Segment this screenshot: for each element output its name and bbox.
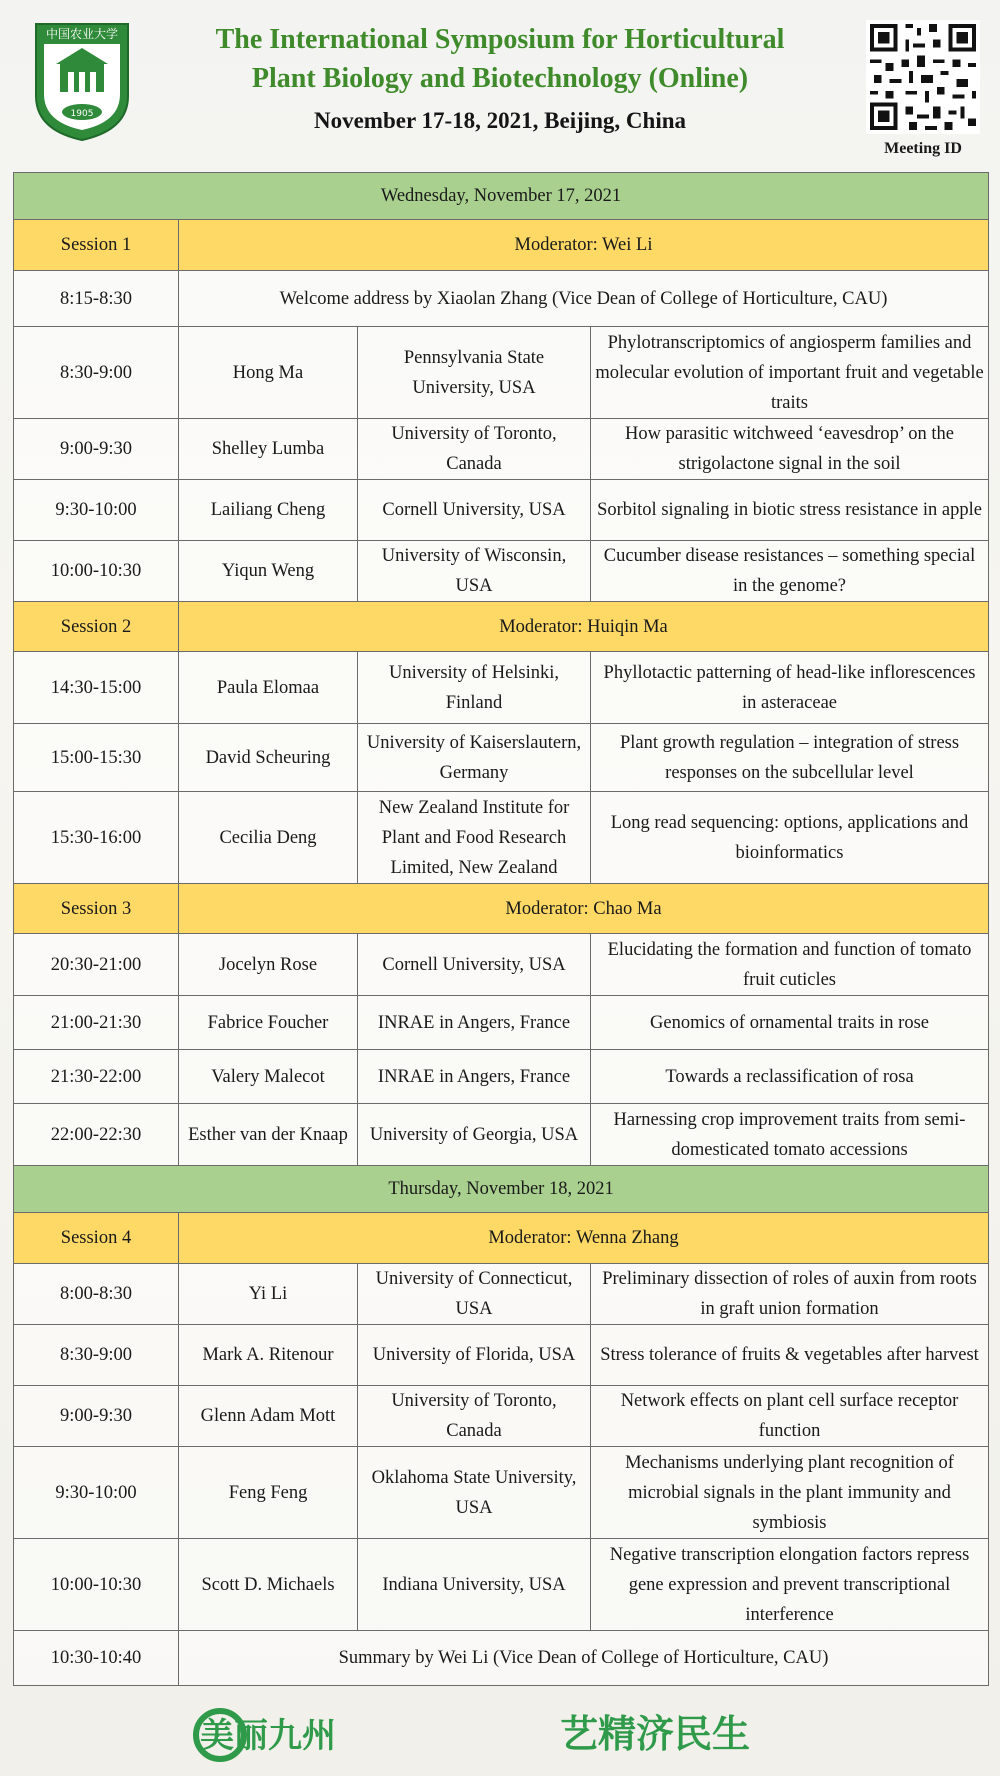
moderator: Moderator: Chao Ma <box>179 884 989 934</box>
time-cell: 9:00-9:30 <box>14 1386 179 1447</box>
footer-left-text: 美丽九州 <box>200 1716 336 1756</box>
table-row <box>14 652 989 724</box>
day-row <box>14 1166 989 1213</box>
talk-title-cell: Plant growth regulation – integration of stress responses on the subcellular level <box>591 724 989 792</box>
title-line-1: The International Symposium for Horticultural <box>215 24 785 55</box>
table-row <box>14 1264 989 1325</box>
table-row <box>14 724 989 792</box>
table-row <box>14 419 989 480</box>
talk-title-cell: Stress tolerance of fruits & vegetables after harvest <box>591 1325 989 1386</box>
speaker-cell: Fabrice Foucher <box>179 996 358 1050</box>
table-row <box>14 1386 989 1447</box>
welcome-text: Welcome address by Xiaolan Zhang (Vice Dean of College of Horticulture, CAU) <box>179 271 989 327</box>
time-cell: 21:30-22:00 <box>14 1050 179 1104</box>
talk-title-cell: Mechanisms underlying plant recognition of microbial signals in the plant immunity and symbiosis <box>591 1447 989 1539</box>
table-row <box>14 996 989 1050</box>
table-row <box>14 1104 989 1166</box>
table-row <box>14 1325 989 1386</box>
talk-title-cell: Harnessing crop improvement traits from semi-domesticated tomato accessions <box>591 1104 989 1166</box>
affiliation-cell: Cornell University, USA <box>358 934 591 996</box>
affiliation-cell: University of Florida, USA <box>358 1325 591 1386</box>
moderator: Moderator: Wenna Zhang <box>179 1213 989 1264</box>
talk-title-cell: Negative transcription elongation factors repress gene expression and prevent transcriptional interference <box>591 1539 989 1631</box>
affiliation-cell: Oklahoma State University, USA <box>358 1447 591 1539</box>
time-cell: 9:30-10:00 <box>14 1447 179 1539</box>
footer-calligraphy <box>190 1700 810 1770</box>
session-row <box>14 602 989 652</box>
day-row <box>14 173 989 220</box>
session-label: Session 2 <box>14 602 179 652</box>
time-cell: 22:00-22:30 <box>14 1104 179 1166</box>
time-cell: 15:00-15:30 <box>14 724 179 792</box>
time-cell: 15:30-16:00 <box>14 792 179 884</box>
title-line-2: Plant Biology and Biotechnology (Online) <box>251 63 749 94</box>
affiliation-cell: Pennsylvania State University, USA <box>358 327 591 419</box>
footer-right-text: 艺精济民生 <box>560 1712 751 1756</box>
header <box>0 0 1000 172</box>
table-row <box>14 934 989 996</box>
table-row <box>14 1447 989 1539</box>
summary-text: Summary by Wei Li (Vice Dean of College of Horticulture, CAU) <box>179 1631 989 1686</box>
talk-title-cell: Phylotranscriptomics of angiosperm families and molecular evolution of important fruit and vegetable traits <box>591 327 989 419</box>
logo-text: 中国农业大学 <box>45 27 119 41</box>
time-cell: 9:30-10:00 <box>14 480 179 541</box>
speaker-cell: Paula Elomaa <box>179 652 358 724</box>
talk-title-cell: Cucumber disease resistances – something special in the genome? <box>591 541 989 602</box>
speaker-cell: Mark A. Ritenour <box>179 1325 358 1386</box>
table-row <box>14 541 989 602</box>
affiliation-cell: University of Connecticut, USA <box>358 1264 591 1325</box>
affiliation-cell: Cornell University, USA <box>358 480 591 541</box>
talk-title-cell: Preliminary dissection of roles of auxin from roots in graft union formation <box>591 1264 989 1325</box>
speaker-cell: Esther van der Knaap <box>179 1104 358 1166</box>
affiliation-cell: University of Toronto, Canada <box>358 1386 591 1447</box>
talk-title-cell: Network effects on plant cell surface receptor function <box>591 1386 989 1447</box>
affiliation-cell: University of Wisconsin, USA <box>358 541 591 602</box>
time-cell: 20:30-21:00 <box>14 934 179 996</box>
affiliation-cell: University of Kaiserslautern, Germany <box>358 724 591 792</box>
speaker-cell: Lailiang Cheng <box>179 480 358 541</box>
speaker-cell: Scott D. Michaels <box>179 1539 358 1631</box>
talk-title-cell: Sorbitol signaling in biotic stress resistance in apple <box>591 480 989 541</box>
talk-title-cell: Elucidating the formation and function of tomato fruit cuticles <box>591 934 989 996</box>
time-cell: 14:30-15:00 <box>14 652 179 724</box>
talk-title-cell: Long read sequencing: options, applications and bioinformatics <box>591 792 989 884</box>
speaker-cell: Valery Malecot <box>179 1050 358 1104</box>
page-title <box>150 20 850 98</box>
time-cell: 8:00-8:30 <box>14 1264 179 1325</box>
affiliation-cell: University of Toronto, Canada <box>358 419 591 480</box>
session-label: Session 3 <box>14 884 179 934</box>
program-table <box>13 172 989 1686</box>
speaker-cell: Yi Li <box>179 1264 358 1325</box>
affiliation-cell: Indiana University, USA <box>358 1539 591 1631</box>
affiliation-cell: INRAE in Angers, France <box>358 1050 591 1104</box>
table-row <box>14 480 989 541</box>
session-label: Session 1 <box>14 220 179 271</box>
table-row <box>14 1050 989 1104</box>
session-row <box>14 220 989 271</box>
time-cell: 10:30-10:40 <box>14 1631 179 1686</box>
time-cell: 8:15-8:30 <box>14 271 179 327</box>
affiliation-cell: INRAE in Angers, France <box>358 996 591 1050</box>
talk-title-cell: Towards a reclassification of rosa <box>591 1050 989 1104</box>
time-cell: 21:00-21:30 <box>14 996 179 1050</box>
time-cell: 10:00-10:30 <box>14 1539 179 1631</box>
table-row <box>14 792 989 884</box>
affiliation-cell: University of Helsinki, Finland <box>358 652 591 724</box>
time-cell: 8:30-9:00 <box>14 327 179 419</box>
table-row <box>14 327 989 419</box>
session-row <box>14 1213 989 1264</box>
talk-title-cell: Genomics of ornamental traits in rose <box>591 996 989 1050</box>
qr-label: Meeting ID <box>884 140 962 157</box>
affiliation-cell: University of Georgia, USA <box>358 1104 591 1166</box>
speaker-cell: Feng Feng <box>179 1447 358 1539</box>
speaker-cell: Shelley Lumba <box>179 419 358 480</box>
talk-title-cell: How parasitic witchweed ‘eavesdrop’ on the strigolactone signal in the soil <box>591 419 989 480</box>
speaker-cell: Cecilia Deng <box>179 792 358 884</box>
affiliation-cell: New Zealand Institute for Plant and Food Research Limited, New Zealand <box>358 792 591 884</box>
moderator: Moderator: Huiqin Ma <box>179 602 989 652</box>
speaker-cell: Jocelyn Rose <box>179 934 358 996</box>
moderator: Moderator: Wei Li <box>179 220 989 271</box>
speaker-cell: David Scheuring <box>179 724 358 792</box>
university-logo <box>30 18 134 144</box>
speaker-cell: Hong Ma <box>179 327 358 419</box>
qr-code-icon <box>866 20 980 134</box>
time-cell: 10:00-10:30 <box>14 541 179 602</box>
table-row <box>14 271 989 327</box>
speaker-cell: Yiqun Weng <box>179 541 358 602</box>
session-label: Session 4 <box>14 1213 179 1264</box>
time-cell: 9:00-9:30 <box>14 419 179 480</box>
session-row <box>14 884 989 934</box>
day-label: Thursday, November 18, 2021 <box>14 1166 989 1213</box>
table-row <box>14 1539 989 1631</box>
logo-year: 1905 <box>70 109 94 119</box>
talk-title-cell: Phyllotactic patterning of head-like inflorescences in asteraceae <box>591 652 989 724</box>
day-label: Wednesday, November 17, 2021 <box>14 173 989 220</box>
table-row <box>14 1631 989 1686</box>
speaker-cell: Glenn Adam Mott <box>179 1386 358 1447</box>
time-cell: 8:30-9:00 <box>14 1325 179 1386</box>
date-location: November 17-18, 2021, Beijing, China <box>313 108 687 133</box>
